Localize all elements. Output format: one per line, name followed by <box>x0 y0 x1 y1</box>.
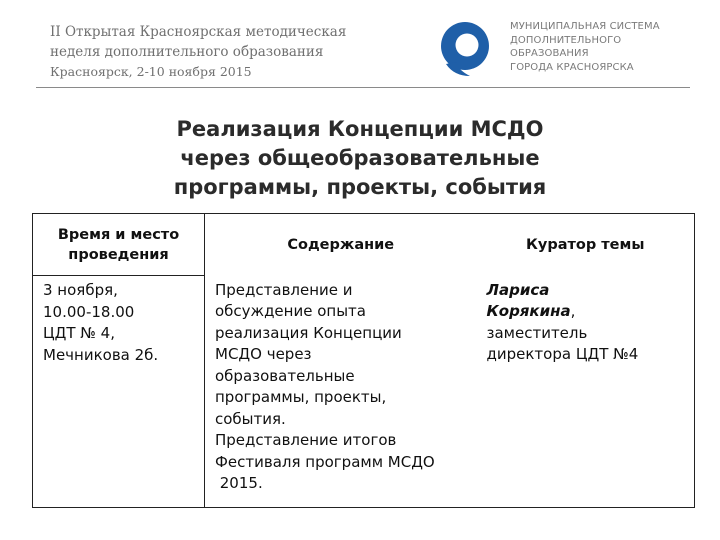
org-name-line3: ГОРОДА КРАСНОЯРСКА <box>510 61 634 73</box>
header-time-place-line1: Время и место <box>57 226 180 243</box>
table-header-row <box>33 214 695 276</box>
table-row <box>33 276 695 508</box>
org-name-line2: ДОПОЛНИТЕЛЬНОГО ОБРАЗОВАНИЯ <box>510 34 622 59</box>
time-place-line: 10.00-18.00 <box>43 302 135 321</box>
header-time-place <box>33 214 205 276</box>
title-line3: программы, проекты, события <box>173 175 547 199</box>
event-title-line1: II Открытая Красноярская методическая <box>50 24 347 40</box>
curator-role-line: заместитель <box>486 323 588 342</box>
header-content: Содержание <box>287 236 395 253</box>
content-line: 2015. <box>215 474 263 492</box>
org-name-line1: МУНИЦИПАЛЬНАЯ СИСТЕМА <box>510 21 660 32</box>
msdo-logo-icon <box>436 16 494 78</box>
time-place-line: 3 ноября, <box>43 281 118 299</box>
curator-first-name: Лариса <box>486 280 550 299</box>
content-line: реализация Концепции <box>215 323 402 342</box>
title-line2: через общеобразовательные <box>180 146 540 170</box>
cell-content <box>205 276 477 508</box>
content-line: события. <box>215 409 286 428</box>
cell-time-place <box>33 276 205 508</box>
content-line: Фестиваля программ МСДО <box>215 452 435 471</box>
curator-last-name: Корякина <box>486 302 571 320</box>
header-curator: Куратор темы <box>526 236 645 253</box>
event-location-dates: Красноярск, 2-10 ноября 2015 <box>50 64 252 79</box>
content-line: МСДО через <box>215 345 312 363</box>
header-time-place-line2: проведения <box>68 246 169 263</box>
content-line: Представление итогов <box>215 431 397 449</box>
title-line1: Реализация Концепции МСДО <box>176 117 544 141</box>
curator-role-line: директора ЦДТ №4 <box>486 345 639 363</box>
schedule-table <box>32 213 695 508</box>
content-line: образовательные <box>215 366 355 385</box>
content-line: программы, проекты, <box>215 388 387 406</box>
event-header <box>50 22 346 82</box>
content-line: обсуждение опыта <box>215 302 366 320</box>
slide-title <box>60 115 660 202</box>
header-divider <box>36 87 690 88</box>
curator-name-comma: , <box>570 302 576 320</box>
event-title-line2: неделя дополнительного образования <box>50 44 324 60</box>
time-place-line: Мечникова 2б. <box>43 345 159 364</box>
cell-curator <box>477 276 695 508</box>
org-name <box>510 20 690 74</box>
content-line: Представление и <box>215 280 353 299</box>
curator-last-name-line <box>487 301 687 323</box>
time-place-line: ЦДТ № 4, <box>43 324 115 342</box>
